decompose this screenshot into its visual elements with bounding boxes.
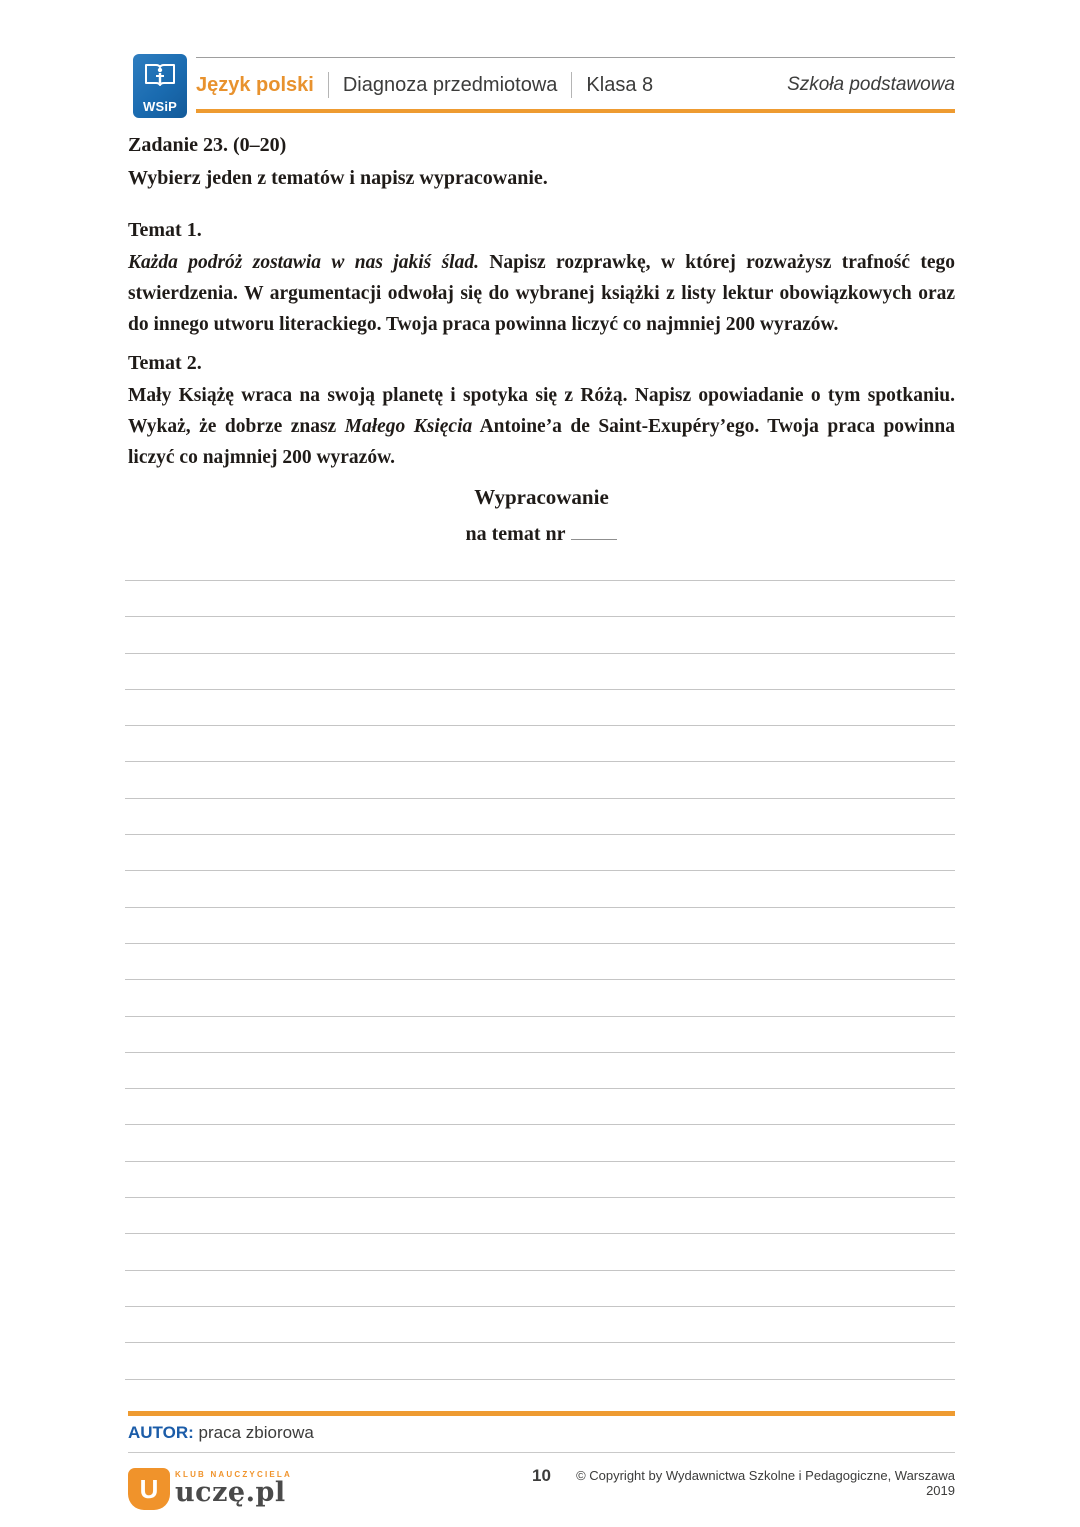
topic1-text (128, 247, 955, 340)
essay-rule-line (125, 1270, 955, 1306)
header-test-type: Diagnoza przedmiotowa (342, 73, 558, 96)
footer-bar (128, 1458, 955, 1520)
topic2-book-title: Małego Księcia (344, 416, 473, 437)
wsip-logo-text: WSiP (142, 99, 178, 114)
ucze-pl-wordmark (175, 1470, 292, 1507)
essay-rule-line (125, 870, 955, 906)
author-label: AUTOR: (128, 1423, 194, 1442)
essay-rule-line (125, 1016, 955, 1052)
author-value: praca zbiorowa (198, 1423, 314, 1442)
header-subject: Język polski (196, 73, 314, 96)
essay-rule-line (125, 979, 955, 1015)
topic1-label: Temat 1. (128, 219, 202, 241)
open-book-icon (143, 61, 177, 91)
essay-rule-line (125, 943, 955, 979)
topic2-body-start: Mały Książę wraca na swoją planetę i spotyka się z Różą. Napisz opowiadanie o tym spotkaniu. Wykaż, że dobrze znasz (128, 385, 955, 437)
essay-rule-line (125, 1052, 955, 1088)
ucze-pl-logo (128, 1468, 532, 1510)
task-instruction: Wybierz jeden z tematów i napisz wypracowanie. (128, 167, 548, 189)
header-orange-rule (196, 109, 955, 113)
essay-rule-line (125, 1342, 955, 1378)
header-bar (196, 68, 955, 102)
topic2-text (128, 380, 955, 473)
essay-rule-line (125, 1088, 955, 1124)
essay-subtitle-label: na temat nr (465, 523, 566, 545)
header-separator (328, 72, 329, 98)
header-separator (571, 72, 572, 98)
essay-rule-line (125, 1161, 955, 1197)
essay-rule-line (125, 725, 955, 761)
topic1-quote: Każda podróż zostawia w nas jakiś ślad. (128, 252, 479, 273)
essay-rule-line (125, 1379, 955, 1415)
page-number: 10 (532, 1466, 551, 1485)
essay-rule-line (125, 580, 955, 616)
essay-rule-line (125, 689, 955, 725)
ucze-pl-site-label: uczę.pl (175, 1477, 286, 1508)
ucze-pl-club-label: KLUB NAUCZYCIELA (175, 1470, 292, 1479)
wsip-logo (133, 54, 187, 118)
essay-rule-line (125, 1233, 955, 1269)
essay-rule-line (125, 798, 955, 834)
essay-rule-line (125, 834, 955, 870)
header-top-divider (196, 57, 955, 58)
footer-divider (128, 1452, 955, 1453)
topic2-label: Temat 2. (128, 352, 202, 374)
ucze-pl-badge-icon (128, 1468, 170, 1510)
essay-subtitle-row (128, 523, 955, 546)
essay-rule-line (125, 1197, 955, 1233)
essay-title: Wypracowanie (474, 485, 609, 509)
ucze-pl-badge-letter: U (139, 1474, 159, 1504)
essay-rule-line (125, 761, 955, 797)
header-grade: Klasa 8 (586, 73, 654, 96)
footer-orange-rule (128, 1411, 955, 1416)
task-title: Zadanie 23. (0–20) (128, 134, 287, 156)
essay-rule-line (125, 616, 955, 652)
topic1-body: Napisz rozprawkę, w której rozważysz trafność tego stwierdzenia. W argumentacji odwołaj się do wybranej książki z listy lektur obowiązkowych oraz do innego utworu literackiego. Twoja praca powinna liczyć co najmniej 200 wyrazów. (128, 252, 955, 335)
essay-rule-line (125, 907, 955, 943)
essay-rule-line (125, 1306, 955, 1342)
topic-number-blank-field[interactable] (571, 526, 617, 540)
topic2-body-end: Antoine’a de Saint-Exupéry’ego. Twoja praca powinna liczyć co najmniej 200 wyrazów. (128, 416, 955, 468)
essay-rule-line (125, 653, 955, 689)
author-row (128, 1423, 955, 1443)
essay-rule-line (125, 1124, 955, 1160)
header-school-level: Szkoła podstawowa (787, 74, 955, 95)
essay-writing-area[interactable] (125, 580, 955, 1415)
copyright-notice: © Copyright by Wydawnictwa Szkolne i Pedagogiczne, Warszawa 2019 (576, 1468, 955, 1498)
